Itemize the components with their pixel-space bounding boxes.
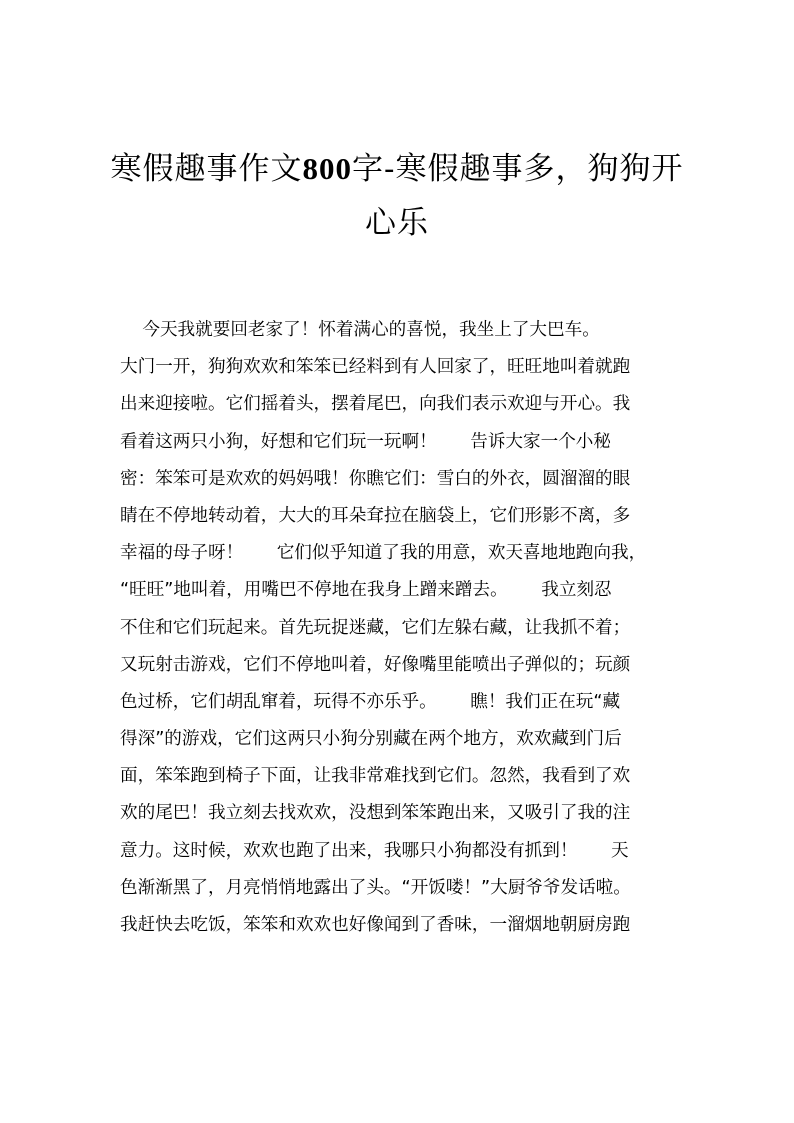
body-line: 睛在不停地转动着，大大的耳朵耷拉在脑袋上，它们形影不离，多 [120,505,631,526]
body-line: 幸福的母子呀！ 它们似乎知道了我的用意，欢天喜地地跑向我， [120,543,647,564]
body-line: 出来迎接啦。它们摇着头，摆着尾巴，向我们表示欢迎与开心。我 [120,394,631,415]
body-line: 不住和它们玩起来。首先玩捉迷藏，它们左躲右藏，让我抓不着； [120,617,631,638]
body-line: 今天我就要回老家了！怀着满心的喜悦，我坐上了大巴车。 [120,320,600,340]
title-number: 800 [302,151,352,186]
body-line: 大门一开，狗狗欢欢和笨笨已经料到有人回家了，旺旺地叫着就跑 [120,357,631,378]
title-line-2: 心乐 [365,205,429,241]
body-line: 密：笨笨可是欢欢的妈妈哦！你瞧它们：雪白的外衣，圆溜溜的眼 [120,468,631,489]
body-line: “旺旺”地叫着，用嘴巴不停地在我身上蹭来蹭去。 我立刻忍 [120,580,612,601]
body-line: 得深”的游戏，它们这两只小狗分别藏在两个地方，欢欢藏到门后 [120,729,622,750]
body-line: 意力。这时候，欢欢也跑了出来，我哪只小狗都没有抓到！ 天 [120,840,629,861]
title-line-1 [100,142,694,196]
body-line: 又玩射击游戏，它们不停地叫着，好像嘴里能喷出子弹似的；玩颜 [120,654,631,675]
body-line: 色过桥，它们胡乱窜着，玩得不亦乐乎。 瞧！我们正在玩“藏 [120,691,621,712]
title-text-b: 字-寒假趣事多，狗狗开 [352,151,684,187]
essay-body [120,312,680,944]
body-line: 我赶快去吃饭，笨笨和欢欢也好像闻到了香味，一溜烟地朝厨房跑 [120,915,631,935]
title-text-a: 寒假趣事作文 [110,151,303,187]
body-line: 面，笨笨跑到椅子下面，让我非常难找到它们。忽然，我看到了欢 [120,766,631,787]
document-title [100,142,694,250]
body-line: 欢的尾巴！我立刻去找欢欢，没想到笨笨跑出来，又吸引了我的注 [120,803,631,824]
body-line: 色渐渐黑了，月亮悄悄地露出了头。“开饭喽！”大厨爷爷发话啦。 [120,877,631,898]
body-line: 看着这两只小狗，好想和它们玩一玩啊！ 告诉大家一个小秘 [120,431,611,452]
